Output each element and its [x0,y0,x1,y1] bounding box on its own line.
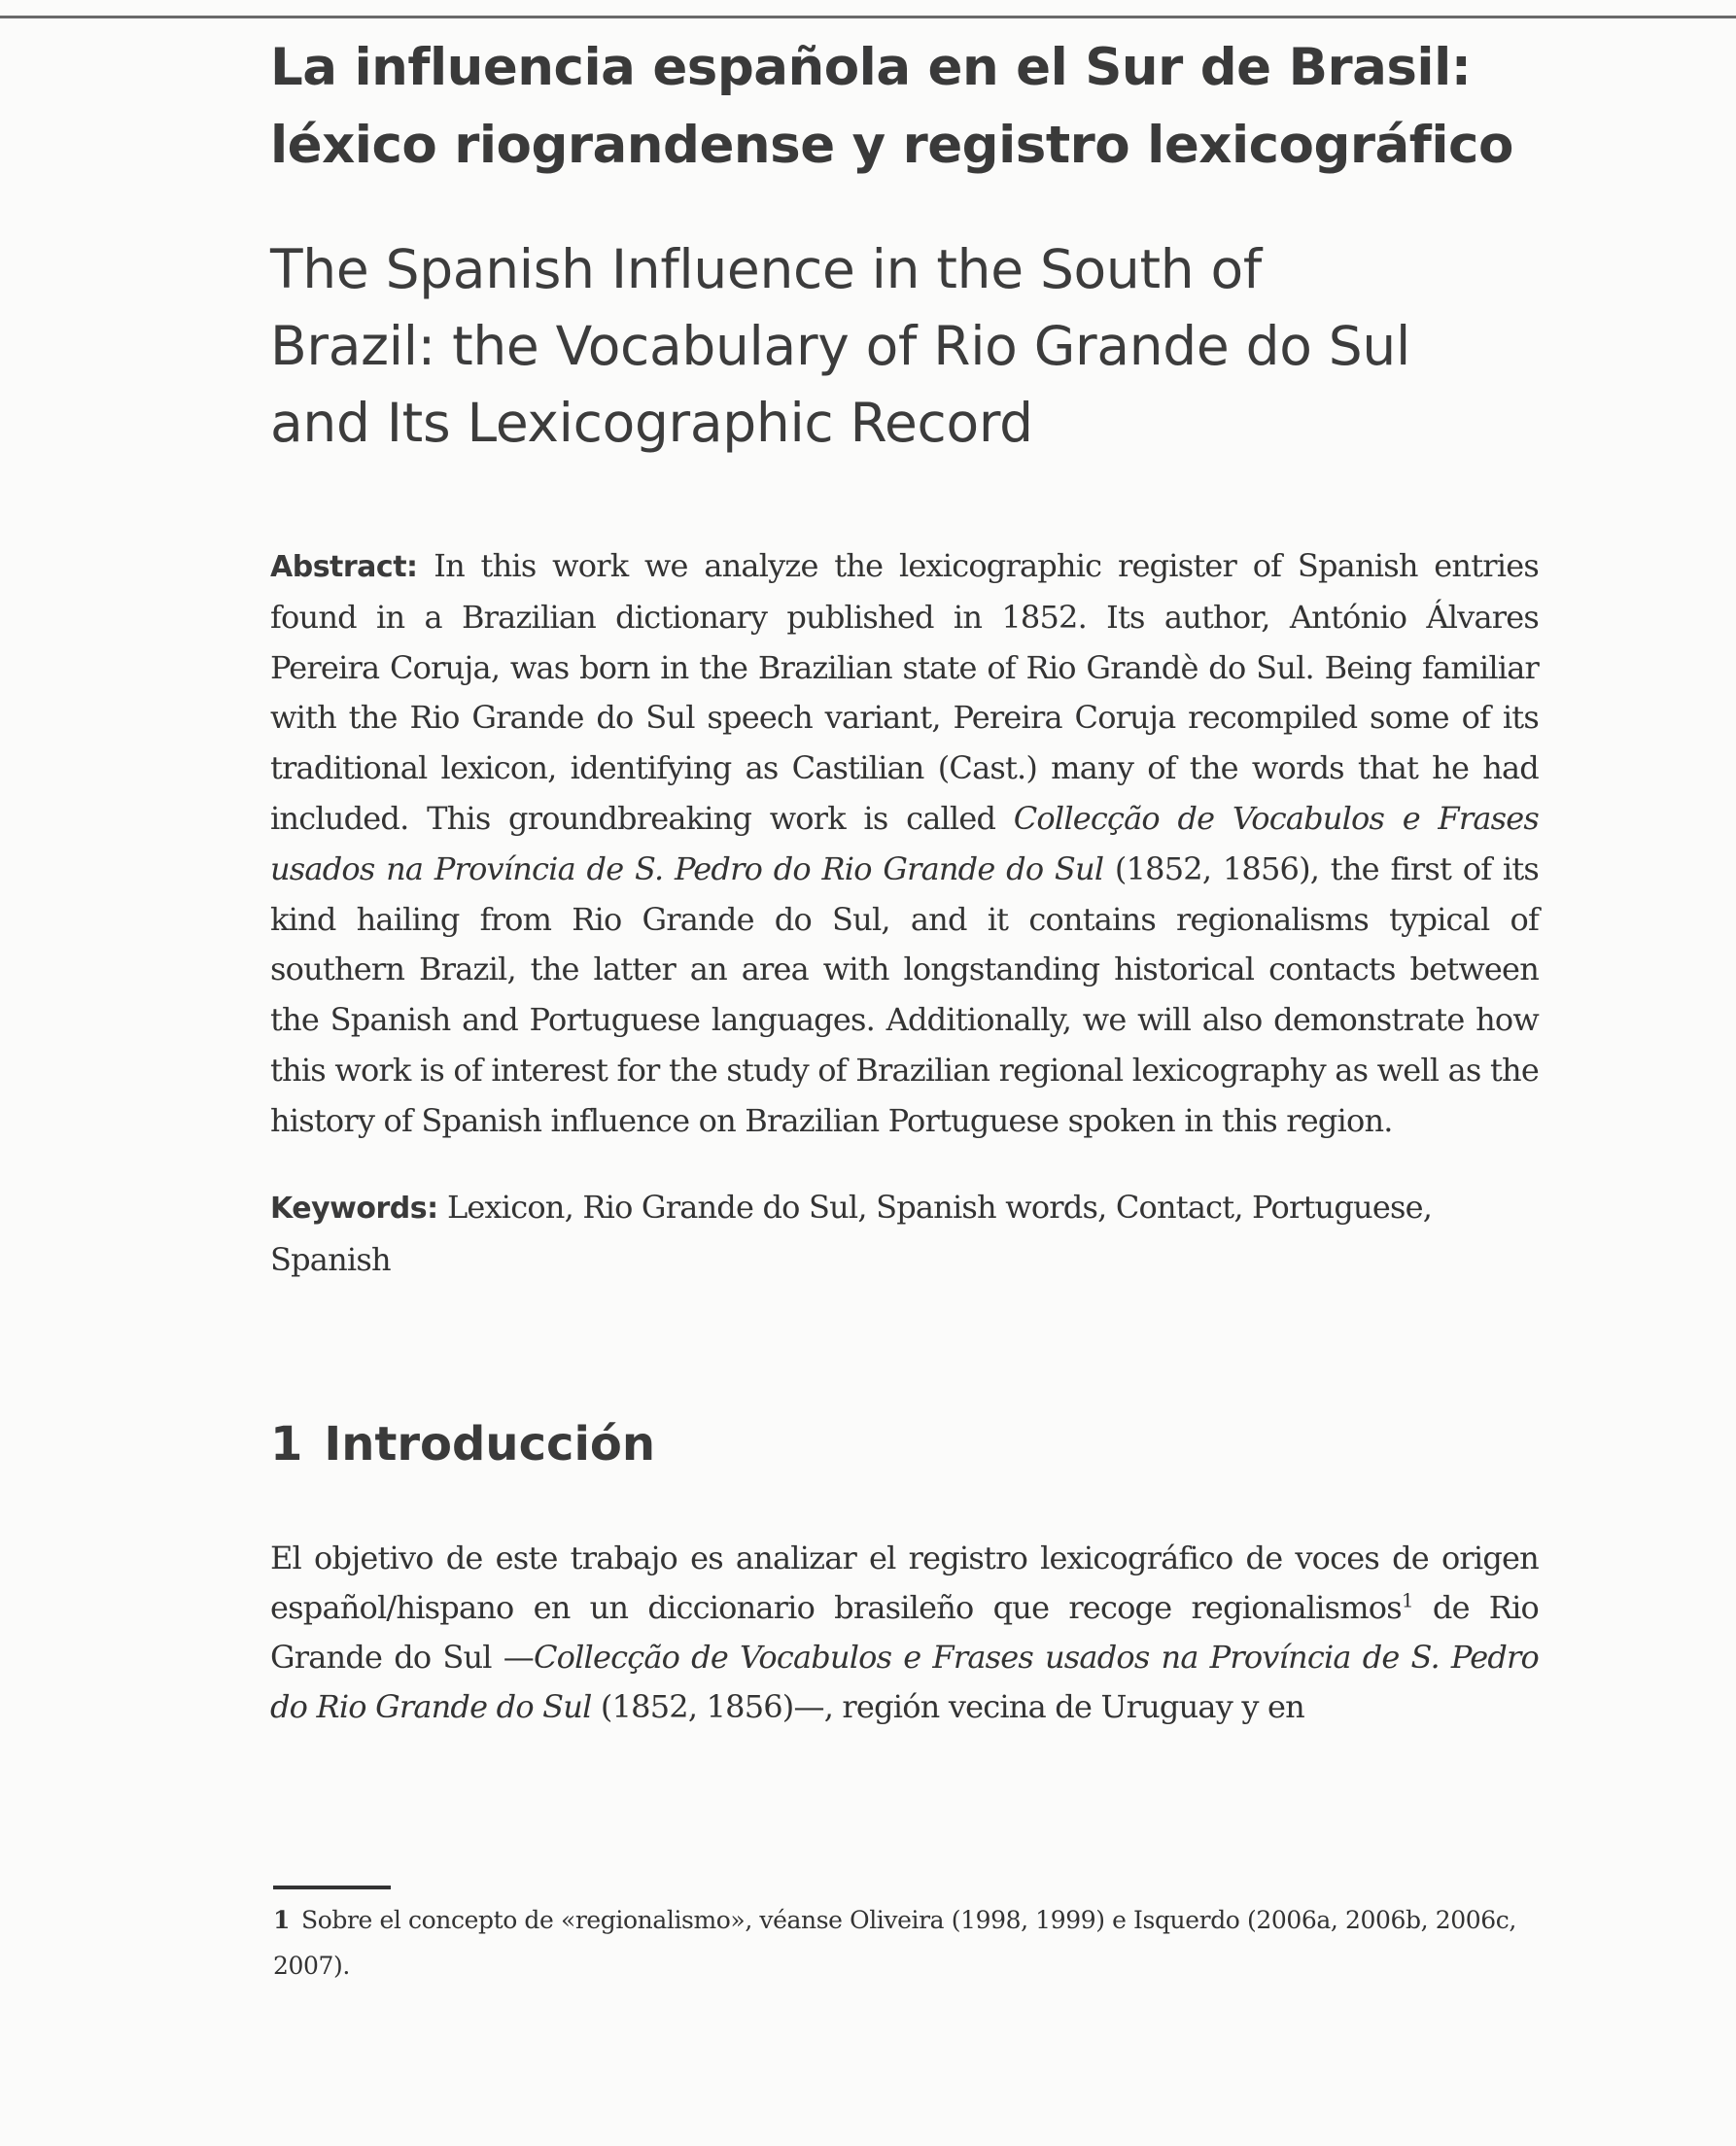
abstract-label: Abstract: [270,550,418,584]
abstract-paragraph [270,541,1539,1147]
title-english-line-3: and Its Lexicographic Record [270,392,1033,454]
keywords-paragraph [270,1182,1539,1285]
title-english-line-2: Brazil: the Vocabulary of Rio Grande do Sul [270,315,1410,377]
footnote-reference[interactable]: 1 [1401,1587,1413,1611]
paper-page [270,29,1539,1732]
scan-edge-line [0,16,1736,18]
title-english [270,231,1539,462]
title-english-line-1: The Spanish Influence in the South of [270,238,1262,300]
intro-paragraph [270,1534,1539,1732]
title-spanish-line-1: La influencia española en el Sur de Brasil: [270,38,1472,97]
intro-text-1: El objetivo de este trabajo es analizar el registro lexicográfico de voces de origen español/hispano en un diccionario brasileño que recoge regionalismos [270,1539,1539,1626]
title-spanish [270,29,1539,185]
intro-text-2: de Rio Grande do Sul — [270,1588,1539,1676]
abstract-text-2: (1852, 1856), the first of its kind hailing from Rio Grande do Sul, and it contains regionalisms typical of southern Brazil, the latter an area with longstanding historical contacts between the Spanish and Portuguese languages. Additionally, we will also demonstrate how this work is of interest for the study of Brazilian regional lexicography as well as the history of Spanish influence on Brazilian Portuguese spoken in this region. [270,849,1540,1139]
title-spanish-line-2: léxico riograndense y registro lexicográfico [270,116,1513,175]
footnote-number: 1 [273,1906,290,1934]
section-heading [270,1415,1539,1473]
footnote-text: Sobre el concepto de «regionalismo», véanse Oliveira (1998, 1999) e Isquerdo (2006a, 2006b, 2006c, 2007). [273,1906,1516,1980]
keywords-label: Keywords: [270,1191,438,1226]
section-number: 1 [270,1416,303,1471]
abstract-text-1: In this work we analyze the lexicographic register of Spanish entries found in a Brazilian dictionary published in 1852. Its author, António Álvares Pereira Coruja, was born in the Brazilian state of Rio Grandè do Sul. Being familiar with the Rio Grande do Sul speech variant, Pereira Coruja recompiled some of its traditional lexicon, identifying as Castilian (Cast.) many of the words that he had included. This groundbreaking work is called [270,547,1539,837]
section-title: Introducción [324,1416,656,1471]
footnote-divider [273,1886,391,1889]
footnote [273,1897,1539,1989]
intro-work-title: Collecção de Vocabulos e Frases usados na Província de S. Pedro do Rio Grande do Sul [270,1638,1539,1725]
keywords-text: Lexicon, Rio Grande do Sul, Spanish words, Contact, Portuguese, Spanish [270,1188,1433,1278]
abstract-work-title: Collecção de Vocabulos e Frases usados na Província de S. Pedro do Rio Grande do Sul [270,799,1539,887]
intro-text-3: (1852, 1856)—, región vecina de Uruguay y en [591,1687,1304,1725]
